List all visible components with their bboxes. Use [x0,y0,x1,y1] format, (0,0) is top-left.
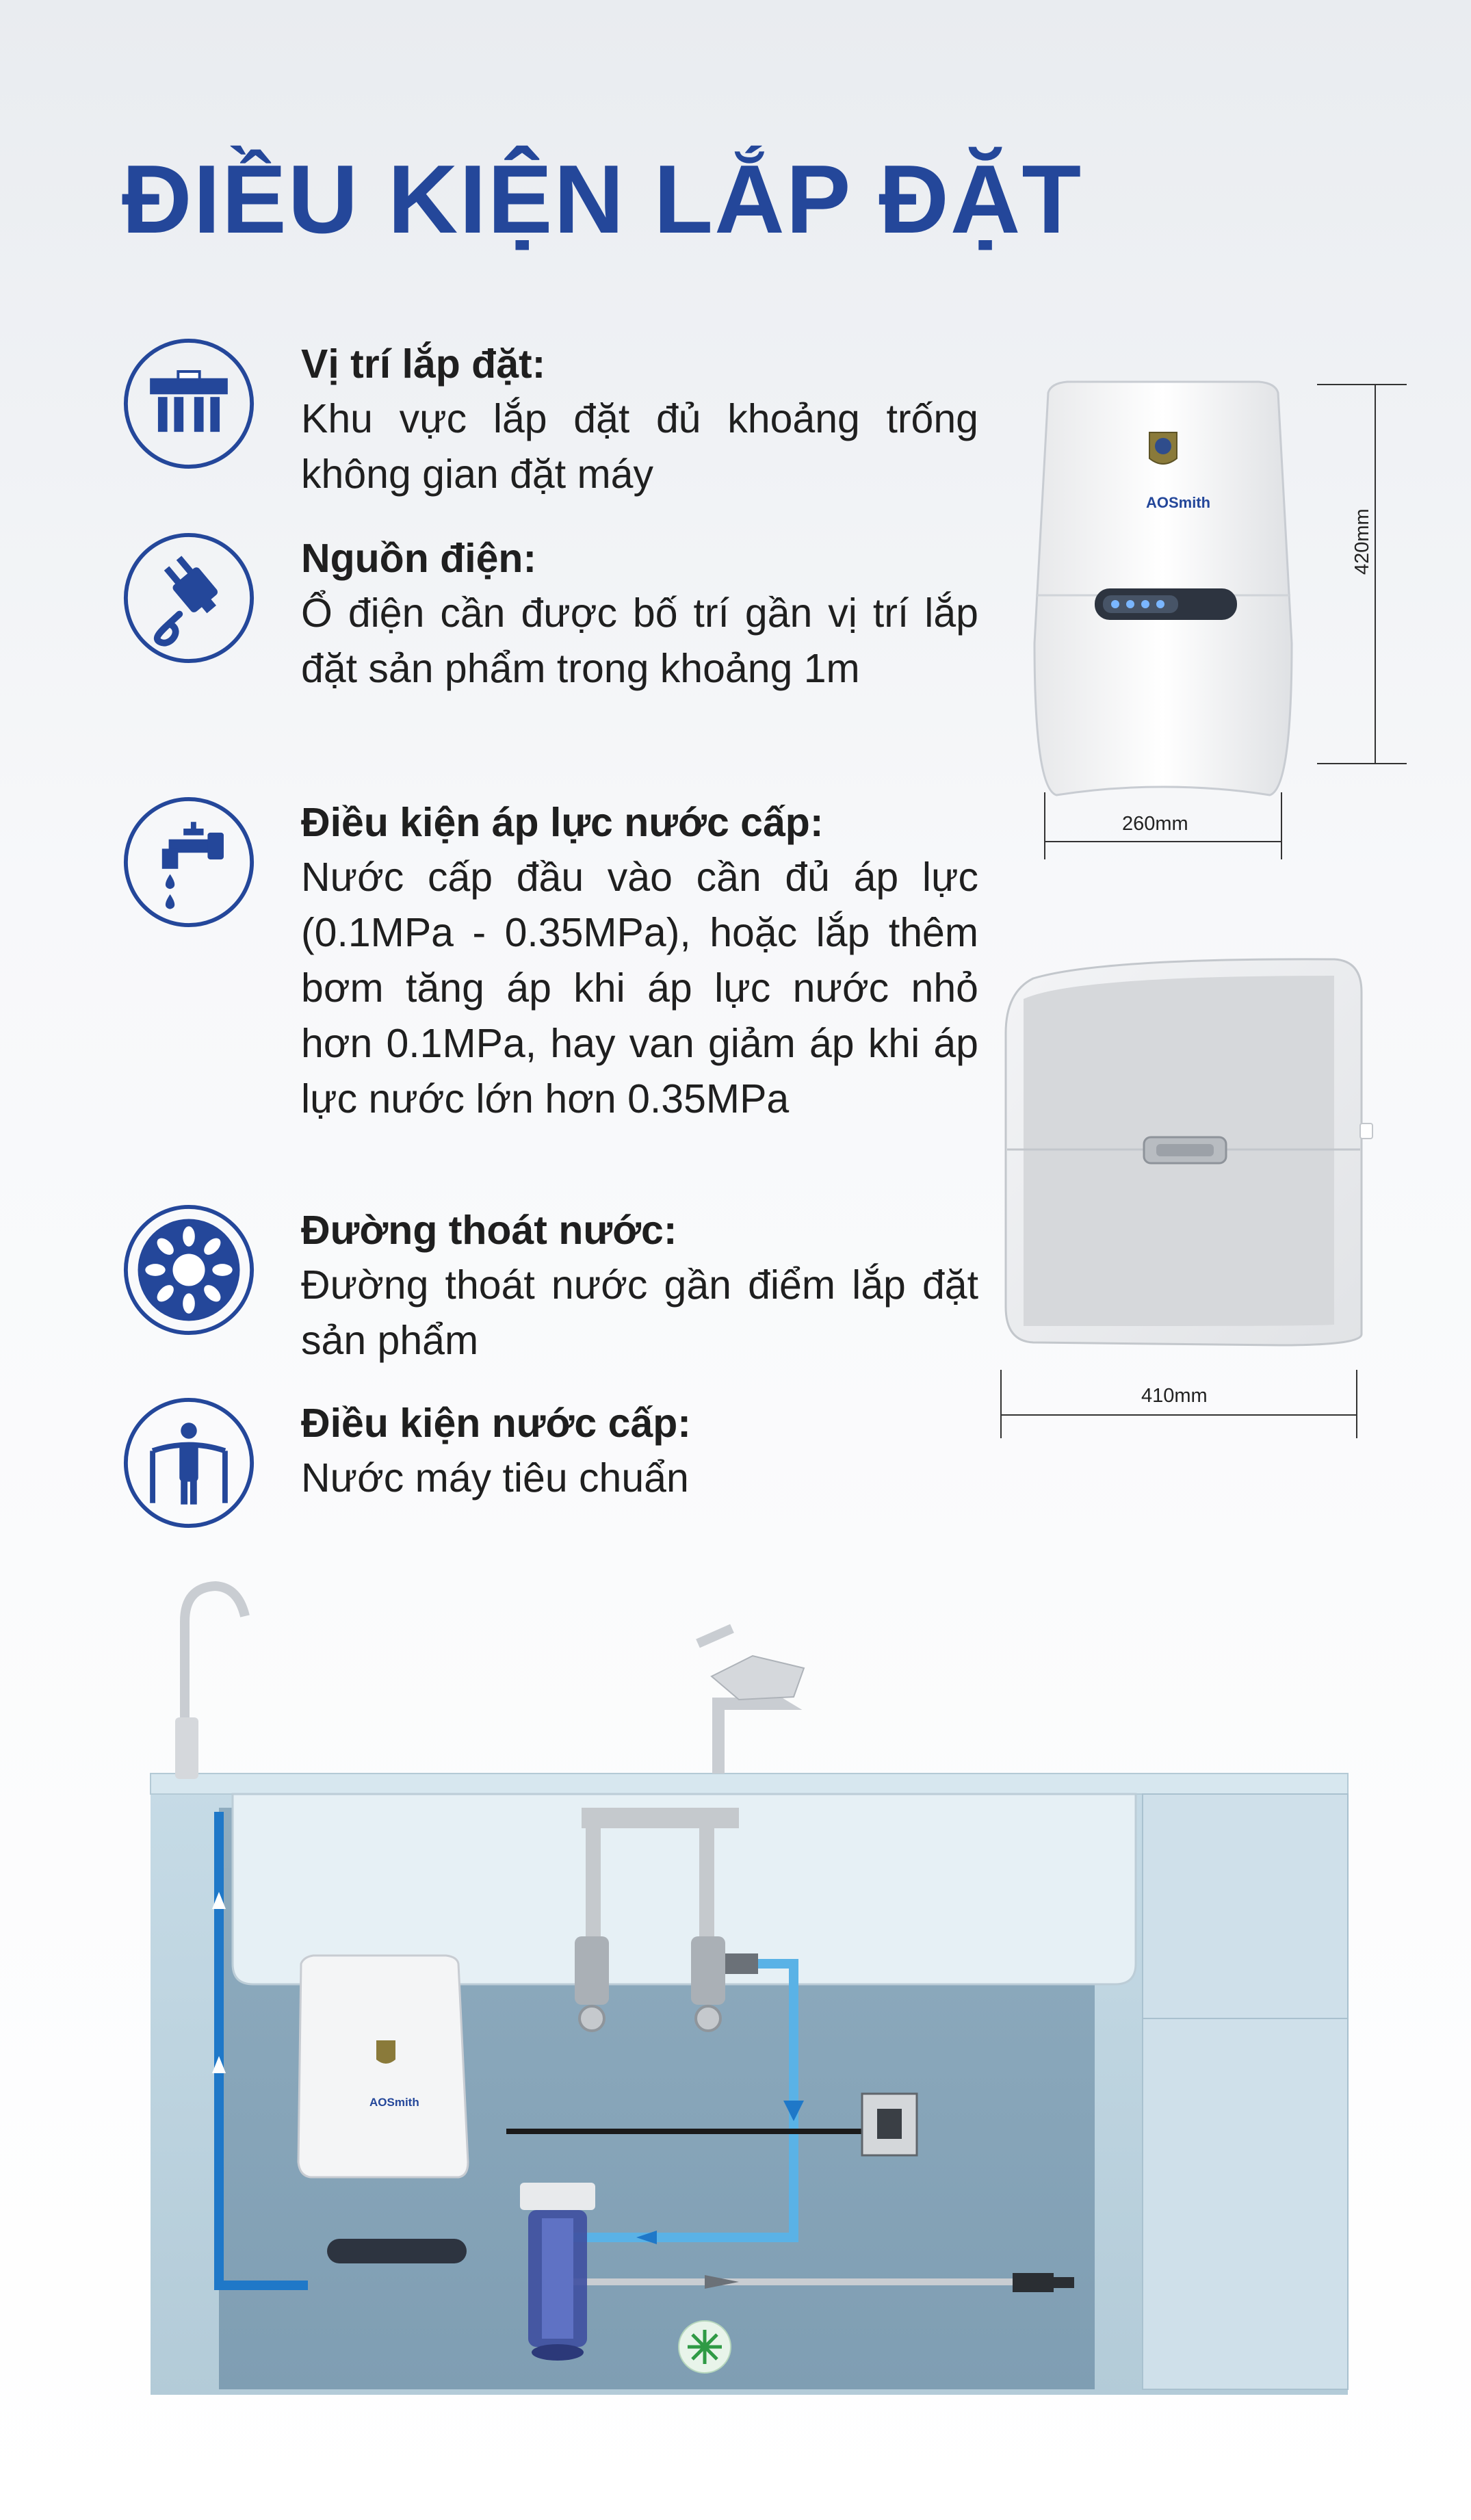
product-side-view [992,951,1375,1451]
condition-heading: Điều kiện nước cấp: [301,1401,691,1446]
page-title: ĐIỀU KIỆN LẮP ĐẶT [122,145,1083,254]
depth-dimension-label: 410mm [1141,1385,1208,1407]
height-dimension-label: 420mm [1351,508,1373,575]
product-front-view [1013,369,1450,876]
width-dimension-label: 260mm [1122,813,1188,835]
brand-logo: AOSmith [1146,494,1211,511]
plug-icon [122,531,256,665]
water-supply-icon [122,1396,256,1530]
condition-heading: Điều kiện áp lực nước cấp: [301,800,824,845]
condition-heading: Đường thoát nước: [301,1208,677,1253]
installation-diagram [137,1553,1355,2415]
condition-text: Khu vực lắp đặt đủ khoảng trống không gian đặt máy [301,396,978,497]
space-icon [122,337,256,471]
condition-text: Nước cấp đầu vào cần đủ áp lực (0.1MPa - 0.35MPa), hoặc lắp thêm bơm tăng áp khi áp lực nước nhỏ hơn 0.1MPa, hay van giảm áp khi áp lực nước lớn hơn 0.35MPa [301,855,978,1121]
condition-text: Đường thoát nước gần điểm lắp đặt sản phẩm [301,1262,978,1363]
condition-text: Nước máy tiêu chuẩn [301,1455,689,1501]
condition-heading: Nguồn điện: [301,536,537,581]
brand-logo: AOSmith [369,2096,419,2109]
condition-heading: Vị trí lắp đặt: [301,341,546,387]
drain-icon [122,1203,256,1337]
condition-text: Ổ điện cần được bố trí gần vị trí lắp đặt sản phẩm trong khoảng 1m [301,590,978,691]
faucet-icon [122,795,256,929]
